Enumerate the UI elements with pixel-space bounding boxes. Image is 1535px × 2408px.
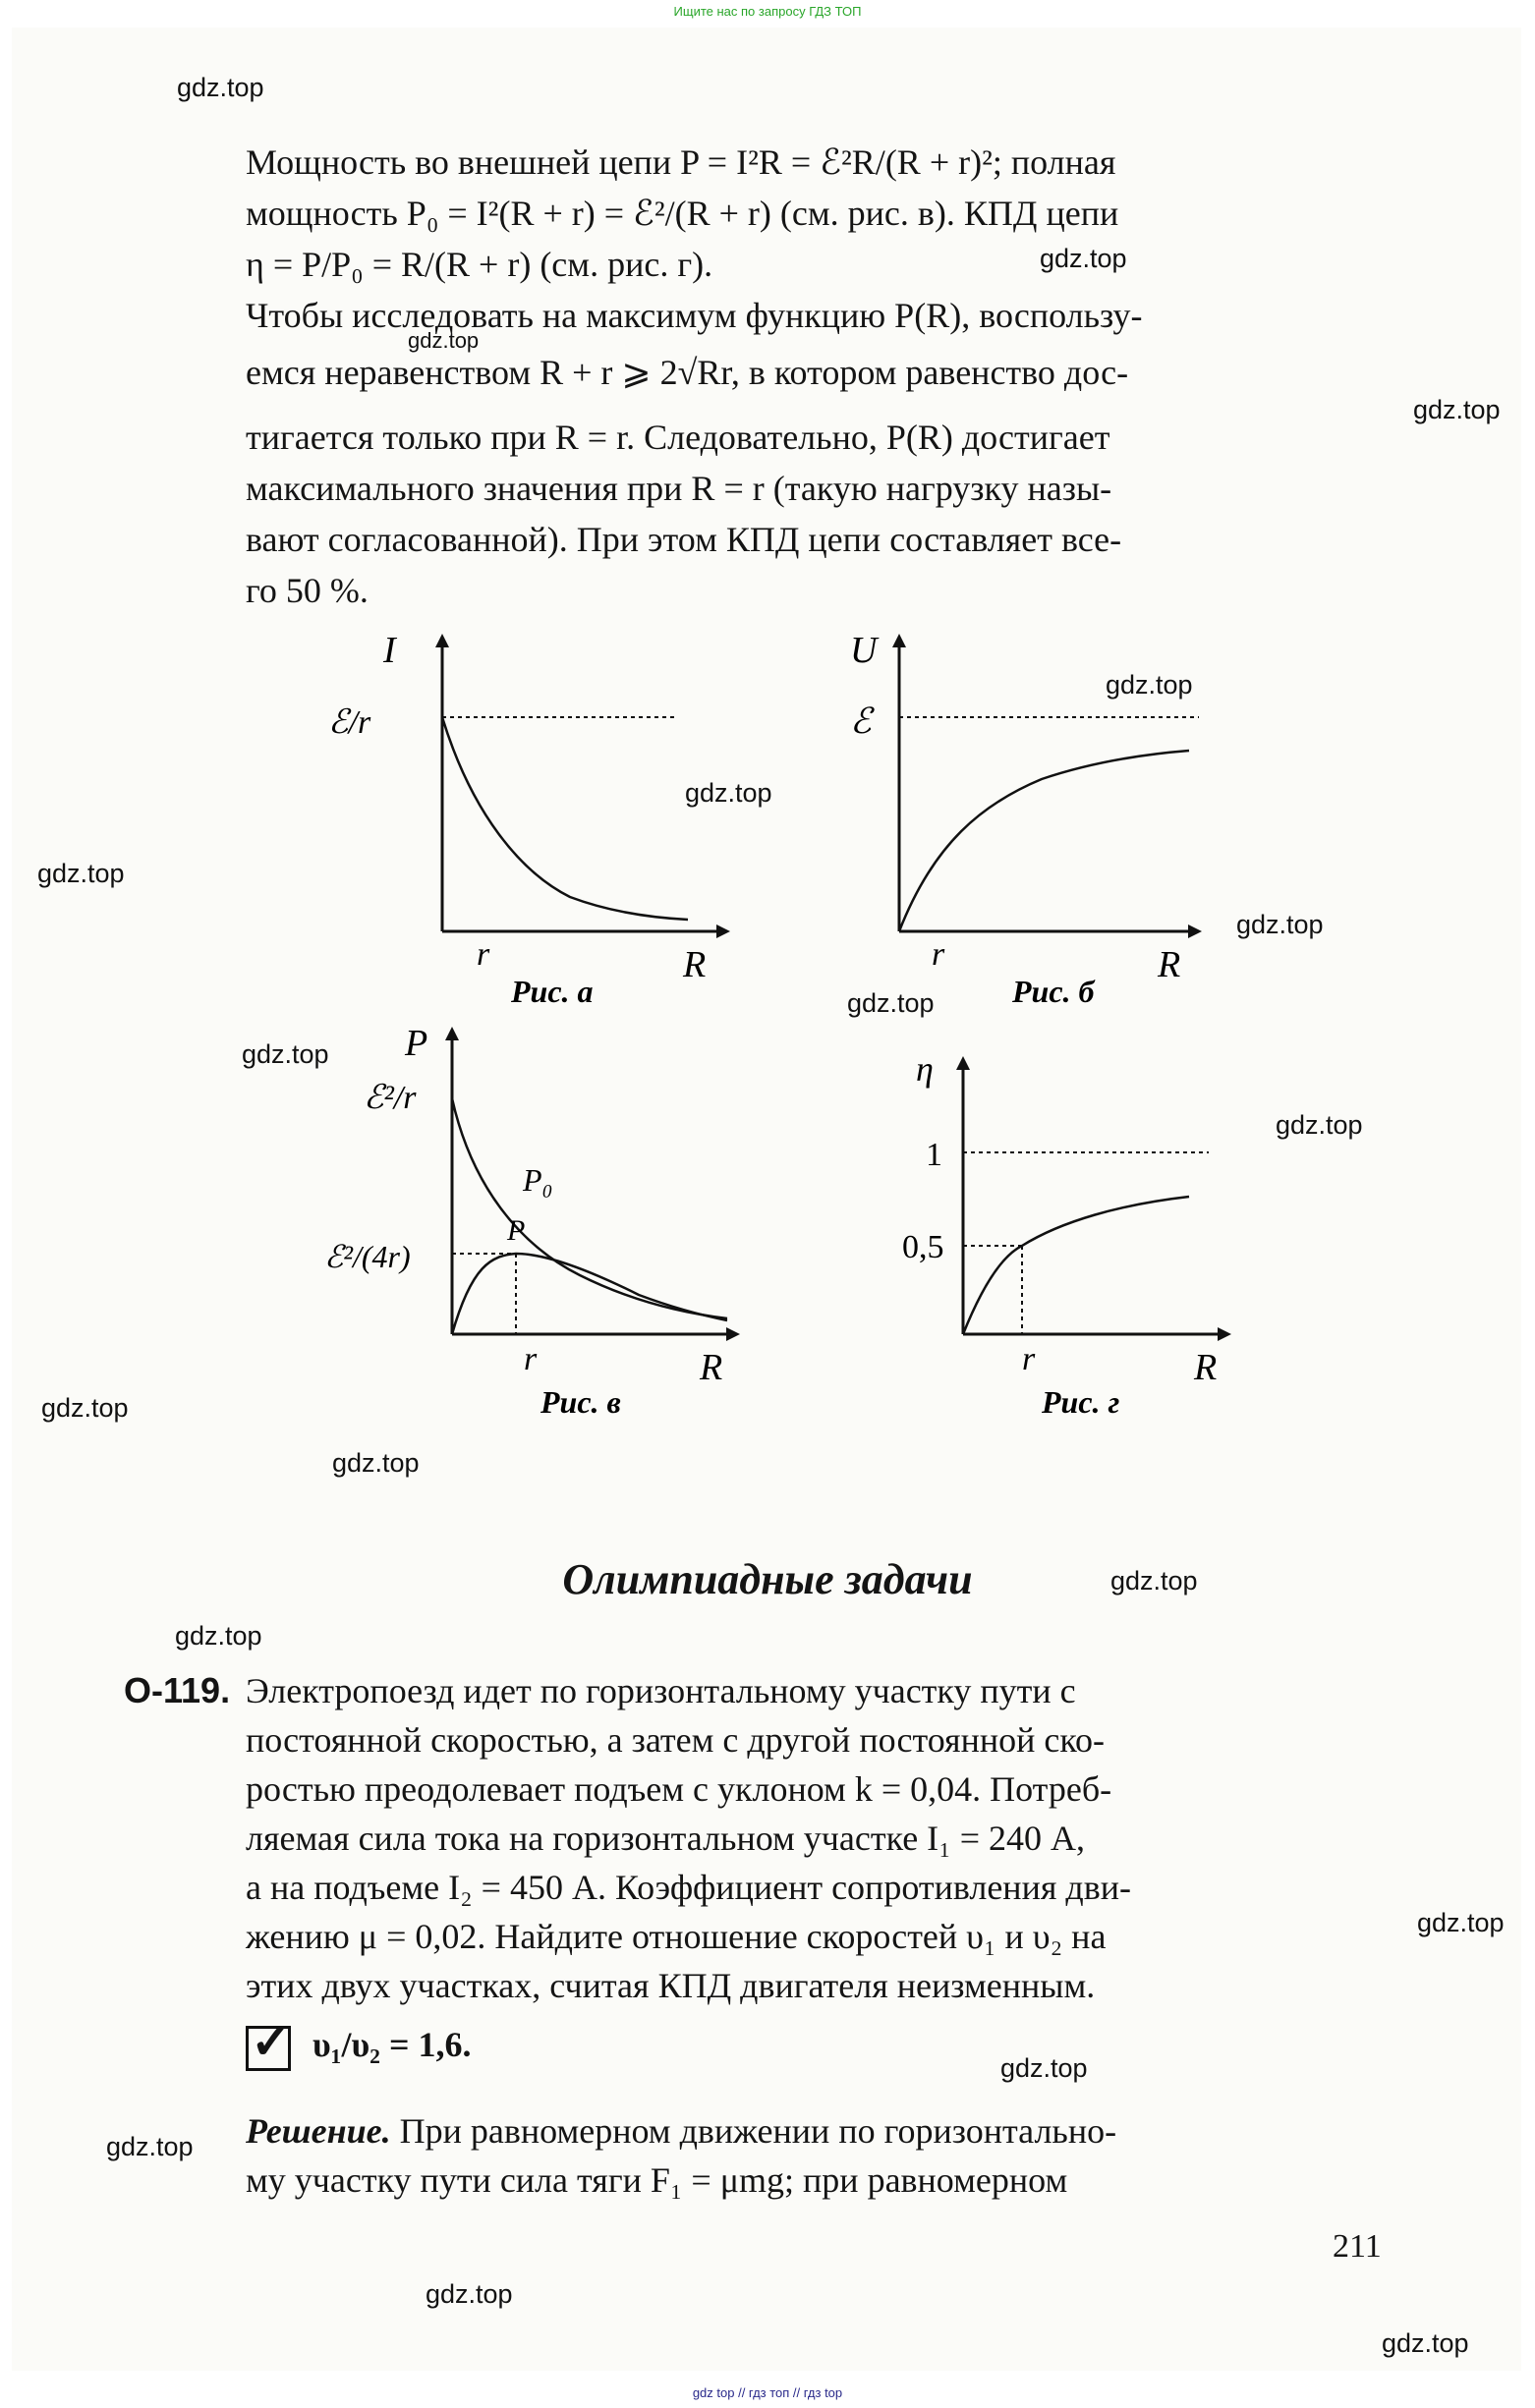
figure-g [902,1049,1228,1420]
r-label: r [932,936,945,973]
y-axis-label: η [916,1049,934,1089]
text-line: ростью преодолевает подъем с уклоном k = 0,04. Потреб- [246,1769,1112,1809]
figure-caption: Рис. г [1042,1384,1120,1420]
x-axis-label: R [1158,944,1181,985]
text-line: Мощность во внешней цепи P = I²R = ℰ²R/(R + r)²; полная [246,142,1116,182]
level-label: ℰ²/r [364,1080,417,1116]
figure-a [328,630,727,1009]
text-line: Чтобы исследовать на максимум функцию P(R), воспользу- [246,296,1143,335]
text-line: этих двух участках, считая КПД двигателя неизменным. [246,1966,1096,2005]
max-label: ℰ²/(4r) [324,1239,411,1274]
text-line: емся неравенством R + r ⩾ 2√Rr, в котором равенство дос- [246,353,1129,392]
r-label: r [1022,1341,1036,1377]
watermark: gdz.top [847,988,935,1018]
level-label: ℰ [850,701,872,741]
current-curve [442,717,688,920]
text-line: η = P/P₀ = R/(R + r) (см. рис. г). [246,245,713,284]
watermark: gdz.top [1276,1110,1363,1140]
watermark: gdz.top [177,73,264,102]
figures-group [314,617,1258,1482]
text-line: максимального значения при R = r (такую нагрузку назы- [246,469,1112,508]
solution-line [246,2110,1116,2152]
p0-label: P₀ [523,1162,553,1198]
text-line: тигается только при R = r. Следовательно, P(R) достигает [246,418,1110,457]
x-axis-label: R [1194,1347,1218,1388]
r-label: r [524,1341,538,1377]
text-line: му участку пути сила тяги F₁ = μmg; при равномерном [246,2160,1068,2200]
y-axis-label: P [405,1023,428,1064]
checkmark-icon [246,2026,291,2071]
watermark: gdz.top [332,1448,420,1478]
watermark: gdz.top [685,778,772,808]
text-line: а на подъеме I₂ = 450 А. Коэффициент сопротивления дви- [246,1868,1131,1907]
p-label: P [507,1214,526,1247]
watermark: gdz.top [37,859,125,888]
watermark: gdz.top [408,328,480,353]
watermark: gdz.top [41,1393,129,1423]
text-line: вают согласованной). При этом КПД цепи составляет все- [246,520,1122,559]
efficiency-curve [963,1197,1189,1334]
answer-line [246,2024,471,2071]
answer-text: υ₁/υ₂ = 1,6. [313,2025,472,2064]
solution-text: При равномерном движении по горизонтально- [390,2111,1117,2151]
level-label: ℰ/r [328,704,371,741]
r-label: r [477,936,490,973]
watermark: gdz.top [426,2279,513,2309]
watermark: gdz.top [106,2132,194,2161]
external-power-curve [452,1254,727,1334]
watermark: gdz.top [1382,2328,1469,2358]
figure-caption: Рис. в [540,1384,621,1420]
watermark: gdz.top [1106,670,1193,700]
watermark: gdz.top [1413,395,1501,424]
watermark: gdz.top [242,1039,329,1069]
watermark: gdz.top [1417,1908,1505,1937]
y-axis-label: I [383,630,396,671]
text-line: го 50 %. [246,571,369,610]
x-axis-label: R [700,1347,723,1388]
problem-number: О-119. [124,1670,231,1710]
watermark: gdz.top [1000,2053,1088,2083]
figure-caption: Рис. б [1012,974,1095,1009]
x-axis-label: R [683,944,707,985]
y-axis-label: U [850,630,878,671]
watermark: gdz.top [175,1621,262,1651]
page-number: 211 [1333,2228,1382,2265]
voltage-curve [899,751,1189,931]
watermark: gdz.top [1110,1566,1198,1596]
watermark: gdz.top [1236,910,1324,939]
text-line: жению μ = 0,02. Найдите отношение скоростей υ₁ и υ₂ на [246,1917,1107,1956]
text-line: мощность P₀ = I²(R + r) = ℰ²/(R + r) (см. рис. в). КПД цепи [246,194,1119,233]
solution-label: Решение. [246,2111,391,2151]
figure-caption: Рис. а [511,974,594,1009]
half-label: 0,5 [902,1229,944,1265]
text-line: Электропоезд идет по горизонтальному участку пути с [246,1671,1076,1710]
figure-b [850,630,1199,1009]
figure-v [324,1023,737,1420]
bottom-banner[interactable]: gdz top // гдз топ // гдз top [692,2385,843,2400]
text-line: ляемая сила тока на горизонтальном участке I₁ = 240 А, [246,1819,1086,1858]
watermark: gdz.top [1040,244,1127,273]
total-power-curve [452,1098,727,1318]
section-title: Олимпиадные задачи [562,1555,973,1603]
top-banner[interactable]: Ищите нас по запросу ГДЗ ТОП [673,4,862,19]
text-line: постоянной скоростью, а затем с другой постоянной ско- [246,1720,1106,1760]
one-label: 1 [926,1137,942,1173]
